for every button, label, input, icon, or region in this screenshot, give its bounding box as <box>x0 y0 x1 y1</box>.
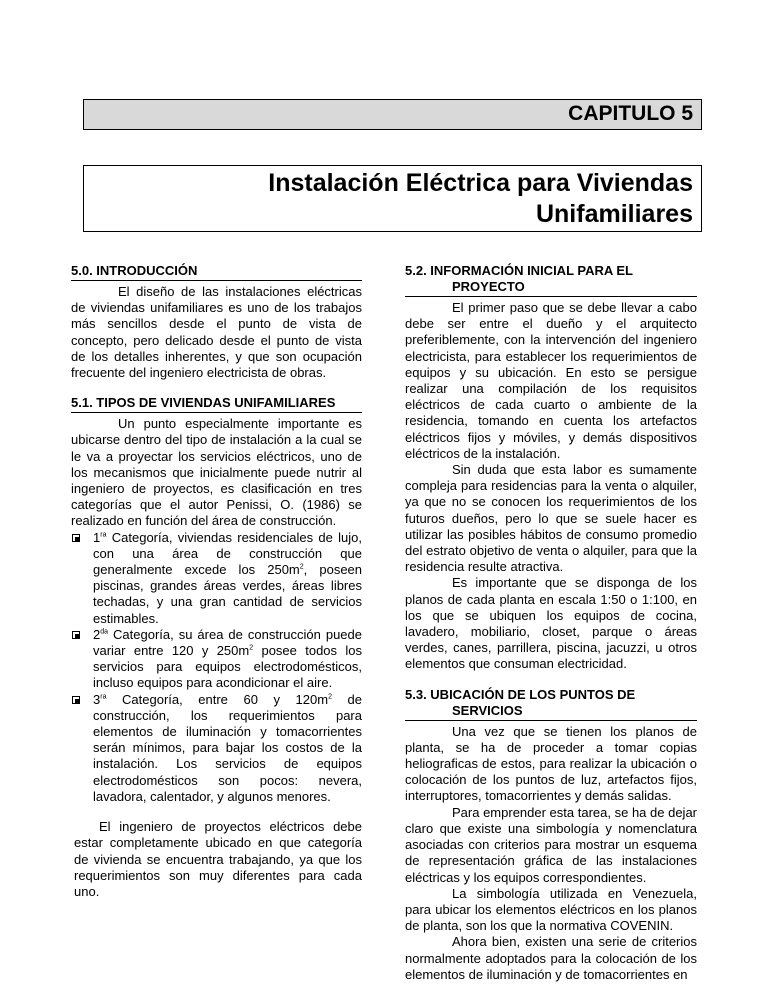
intro-paragraph: El diseño de las instalaciones eléctricas de viviendas unifamiliares es uno de los trabajos más sencillos desde el punto de vista de concepto, pero delicado desde el punto de vista de los detalles inherentes, y que son ocupación frecuente del ingeniero electricista de obras. <box>71 284 362 381</box>
section-heading-5-1: 5.1. TIPOS DE VIVIENDAS UNIFAMILIARES <box>71 395 362 413</box>
left-column <box>71 263 362 900</box>
page-title <box>133 168 693 230</box>
right-column <box>405 263 697 983</box>
chapter-label: CAPITULO 5 <box>568 102 693 125</box>
title-box <box>83 165 702 232</box>
list-item: $2^{da}$ Categoría, su área de construcción puede variar entre 120 y $250m^2$ posee todos los servicios para equipos electrodomésticos, incluso equipos para acondicionar el aire. <box>71 627 362 692</box>
section-heading-5-3: 5.3. UBICACIÓN DE LOS PUNTOS DE SERVICIOS <box>405 687 697 721</box>
paragraph: La simbología utilizada en Venezuela, para ubicar los elementos eléctricos en los planos de planta, son los que la normativa COVENIN. <box>405 885 697 934</box>
category-list <box>71 530 362 805</box>
section-heading-5-2: 5.2. INFORMACIÓN INICIAL PARA EL PROYECTO <box>405 263 697 297</box>
title-line-2: Unifamiliares <box>535 200 693 228</box>
paragraph: Sin duda que esta labor es sumamente compleja para residencias para la venta o alquiler, ya que no se conocen los requerimientos de los futuros dueños, pero lo que se suele hacer es utilizar las posibles hábitos de consumo promedio del estrato objetivo de venta o alquiler, para que la residencia resulte atractiva. <box>405 462 697 575</box>
title-line-1: Instalación Eléctrica para Viviendas <box>268 169 693 197</box>
paragraph: Ahora bien, existen una serie de criterios normalmente adoptados para la colocación de los elementos de iluminación y de tomacorrientes en <box>405 934 697 982</box>
list-item: $3^{ra}$ Categoría, entre 60 y $120m^2$ de construcción, los requerimientos para elementos de iluminación y tomacorrientes serán mínimos, para bajar los costos de la instalación. Los servicios de equipos electrodomésticos son pocos: nevera, lavadora, calentador, y algunos menores. <box>71 692 362 805</box>
paragraph: Una vez que se tienen los planos de planta, se ha de proceder a tomar copias heliograficas de estos, para realizar la ubicación o colocación de los puntos de luz, artefactos fijos, interruptores, tomacorrientes y demás salidas. <box>405 723 697 804</box>
checkbox-bullet-icon <box>72 631 80 639</box>
section-heading-5-0: 5.0. INTRODUCCIÓN <box>71 263 362 281</box>
list-item: $1^{ra}$ Categoría, viviendas residenciales de lujo, con una área de construcción que generalmente excede los $250m^2$, poseen piscinas, grandes áreas verdes, áreas libres techadas, y una gran cantidad de servicios estimables. <box>71 530 362 627</box>
chapter-header <box>83 99 702 130</box>
paragraph: Para emprender esta tarea, se ha de dejar claro que existe una simbología y nomenclatura asociadas con criterios para mostrar un esquema de representación gráfica de las instalaciones eléctricas y los equipos correspondientes. <box>405 804 697 885</box>
paragraph: El primer paso que se debe llevar a cabo debe ser entre el dueño y el arquitecto preferiblemente, con la intervención del ingeniero electricista, para establecer los requerimientos de equipos y su ubicación. En esto se persigue realizar una compilación de los requisitos eléctricos de cada cuarto o ambiente de la residencia, tomando en cuenta los artefactos eléctricos fijos y móviles, y demás dispositivos eléctricos de la instalación. <box>405 300 697 461</box>
paragraph: Es importante que se disponga de los planos de cada planta en escala 1:50 o 1:100, en los que se ubiquen los equipos de cocina, lavadero, mobiliario, closet, parque o áreas verdes, canes, parrillera, piscina, jacuzzi, u otros elementos que consuman electricidad. <box>405 575 697 672</box>
checkbox-bullet-icon <box>72 696 80 704</box>
types-paragraph: Un punto especialmente importante es ubicarse dentro del tipo de instalación a la cual se le va a proyectar los servicios eléctricos, uno de los mecanismos que inicialmente puede nutrir al ingeniero de proyectos, es clasificación en tres categorías que el autor Penissi, O. (1986) se realizado en función del área de construcción. <box>71 416 362 529</box>
closing-paragraph: El ingeniero de proyectos eléctricos debe estar completamente ubicado en que categoría de vivienda se encuentra trabajando, ya que los requerimientos son muy diferentes para cada uno. <box>74 819 362 899</box>
checkbox-bullet-icon <box>72 534 80 542</box>
